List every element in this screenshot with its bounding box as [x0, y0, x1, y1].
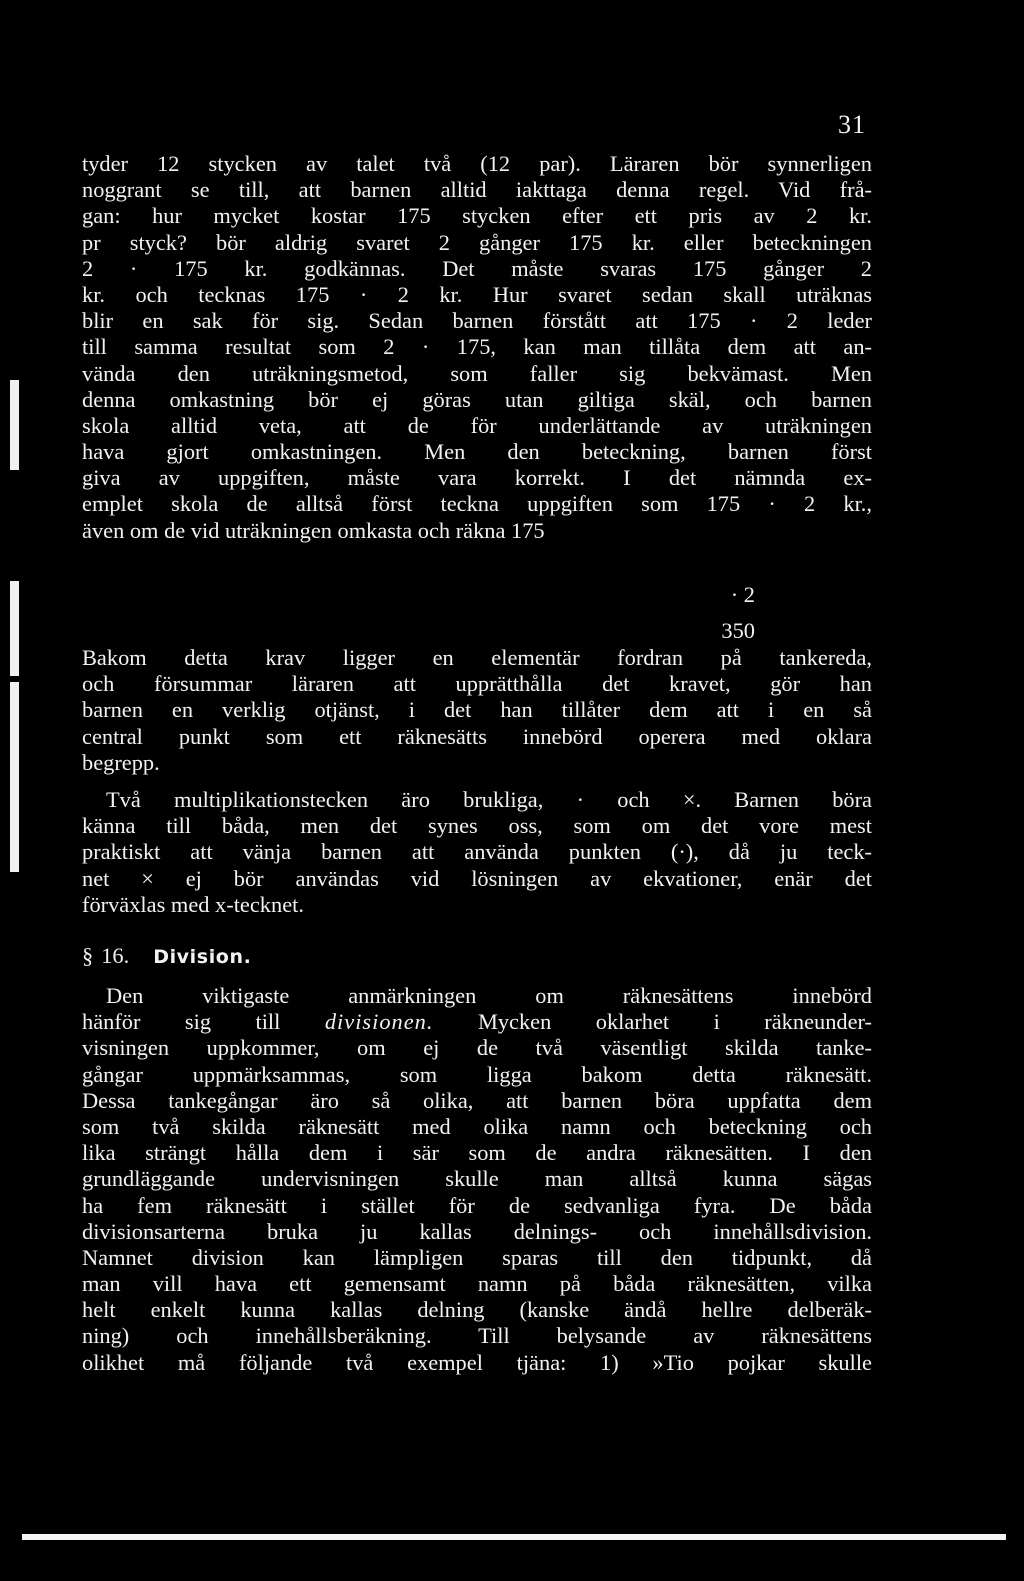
text-line: ha fem räknesätt i stället för de sedvanliga fyra. De båda — [82, 1192, 872, 1218]
text-line: Den viktigaste anmärkningen om räknesättens innebörd — [106, 983, 872, 1008]
text-line: Dessa tankegångar äro så olika, att barnen böra uppfatta dem — [82, 1087, 872, 1113]
text-line: emplet skola de alltså först teckna uppgiften som 175 · 2 kr., — [82, 491, 872, 517]
text-line — [82, 1009, 872, 1035]
text-line: olikhet må följande två exempel tjäna: 1) »Tio pojkar skulle — [82, 1349, 872, 1375]
paragraph-1 — [82, 151, 872, 544]
text-fragment: hänför sig till — [82, 1009, 325, 1035]
page-number: 31 — [838, 110, 866, 139]
calc-result: 350 — [721, 618, 755, 643]
text-line: 2 · 175 kr. godkännas. Det måste svaras 175 gånger 2 — [82, 255, 872, 281]
section-sign: § — [82, 943, 94, 968]
text-line: Bakom detta krav ligger en elementär fordran på tankereda, — [82, 645, 872, 670]
text-line: net × ej bör användas vid lösningen av ekvationer, enär det — [82, 865, 872, 891]
text-line: lika strängt hålla dem i sär som de andra räknesätten. I den — [82, 1140, 872, 1166]
emphasized-word: divisionen. — [324, 1009, 434, 1035]
section-number: 16. — [101, 943, 130, 968]
paragraph-4 — [82, 983, 872, 1376]
margin-bar — [10, 682, 19, 872]
text-line: begrepp. — [82, 749, 160, 775]
text-line: central punkt som ett räknesätts innebörd operera med oklara — [82, 723, 872, 749]
text-line: gångar uppmärksammas, som ligga bakom detta räknesätt. — [82, 1061, 872, 1087]
text-line: förväxlas med x-tecknet. — [82, 891, 304, 917]
paragraph-3 — [82, 787, 872, 918]
text-line: barnen en verklig otjänst, i det han tillåter dem att i en så — [82, 697, 872, 723]
section-heading — [82, 943, 251, 970]
text-line: hava gjort omkastningen. Men den beteckning, barnen först — [82, 439, 872, 465]
text-line: vända den uträkningsmetod, som faller sig bekvämast. Men — [82, 360, 872, 386]
text-line: skola alltid veta, att de för underlättande av uträkningen — [82, 412, 872, 438]
margin-bar — [10, 380, 19, 470]
text-line: känna till båda, men det synes oss, som om det vore mest — [82, 813, 872, 839]
text-line: Namnet division kan lämpligen sparas till den tidpunkt, då — [82, 1244, 872, 1270]
text-line: grundläggande undervisningen skulle man alltså kunna sägas — [82, 1166, 872, 1192]
text-line: och försummar läraren att upprätthålla det kravet, gör han — [82, 671, 872, 697]
text-line: gan: hur mycket kostar 175 stycken efter ett pris av 2 kr. — [82, 203, 872, 229]
text-line: visningen uppkommer, om ej de två väsentligt skilda tanke- — [82, 1035, 872, 1061]
text-line: blir en sak för sig. Sedan barnen förstått att 175 · 2 leder — [82, 308, 872, 334]
paragraph-2 — [82, 645, 872, 776]
text-line: divisionsarterna bruka ju kallas delnings- och innehållsdivision. — [82, 1218, 872, 1244]
text-line: pr styck? bör aldrig svaret 2 gånger 175 kr. eller beteckningen — [82, 229, 872, 255]
text-line: som två skilda räknesätt med olika namn och beteckning och — [82, 1113, 872, 1139]
text-line: kr. och tecknas 175 · 2 kr. Hur svaret sedan skall uträknas — [82, 281, 872, 307]
margin-bar — [10, 581, 19, 676]
text-line: till samma resultat som 2 · 175, kan man tillåta dem att an- — [82, 334, 872, 360]
text-line: Två multiplikationstecken äro brukliga, · och ×. Barnen böra — [106, 787, 872, 812]
text-fragment: Mycken oklarhet i räkneunder- — [433, 1009, 872, 1035]
text-line: giva av uppgiften, måste vara korrekt. I det nämnda ex- — [82, 465, 872, 491]
calc-multiplier: · 2 — [730, 582, 755, 607]
text-line: man vill hava ett gemensamt namn på båda räknesätten, vilka — [82, 1271, 872, 1297]
text-line: även om de vid uträkningen omkasta och räkna 175 — [82, 517, 545, 543]
text-line: tyder 12 stycken av talet två (12 par). Läraren bör synnerligen — [82, 151, 872, 176]
text-line: noggrant se till, att barnen alltid iakttaga denna regel. Vid frå- — [82, 177, 872, 203]
section-title: Division. — [153, 946, 252, 968]
text-line: denna omkastning bör ej göras utan giltiga skäl, och barnen — [82, 386, 872, 412]
text-line: praktiskt att vänja barnen att använda punkten (·), då ju teck- — [82, 839, 872, 865]
bottom-rule — [22, 1534, 1006, 1540]
text-line: ning) och innehållsberäkning. Till belysande av räknesättens — [82, 1323, 872, 1349]
text-line: helt enkelt kunna kallas delning (kanske ändå hellre delberäk- — [82, 1297, 872, 1323]
